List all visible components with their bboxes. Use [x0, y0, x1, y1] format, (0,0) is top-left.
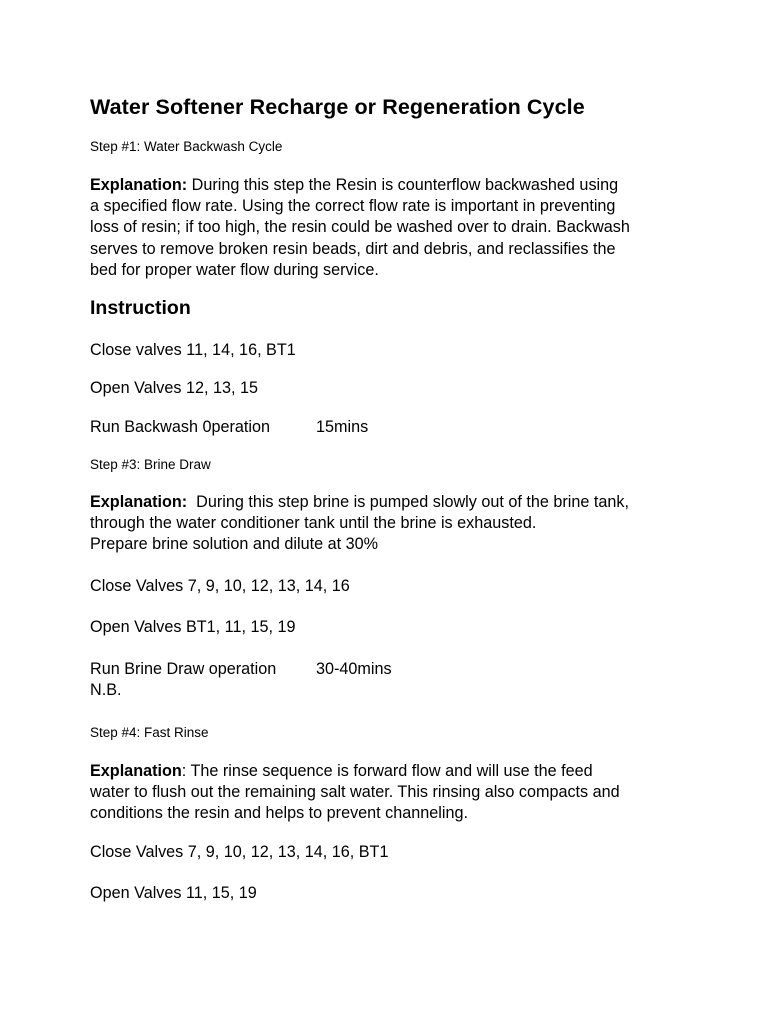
step3-run-operation: Run Brine Draw operation: [90, 660, 277, 678]
step3-note: N.B.: [90, 681, 122, 699]
step3-close-valves: Close Valves 7, 9, 10, 12, 13, 14, 16: [90, 577, 350, 595]
step3-explanation: [90, 492, 690, 556]
step1-close-valves: Close valves 11, 14, 16, BT1: [90, 341, 296, 359]
step1-explanation: [90, 175, 690, 281]
step1-explanation-line: a specified flow rate. Using the correct flow rate is important in preventing: [90, 197, 616, 216]
step3-explanation-line: through the water conditioner tank until the brine is exhausted.: [90, 514, 537, 533]
step3-explanation-label: Explanation:: [90, 493, 188, 511]
step1-explanation-label: Explanation:: [90, 176, 188, 194]
step4-explanation-line: conditions the resin and helps to prevent channeling.: [90, 804, 468, 823]
step1-run-duration: 15mins: [316, 418, 369, 436]
step3-explanation-line: Prepare brine solution and dilute at 30%: [90, 535, 378, 554]
step1-open-valves: Open Valves 12, 13, 15: [90, 379, 258, 397]
step4-label: Step #4: Fast Rinse: [90, 725, 209, 740]
step3-explanation-line: During this step brine is pumped slowly out of the brine tank,: [196, 493, 629, 511]
step1-label: Step #1: Water Backwash Cycle: [90, 139, 283, 154]
document-title: Water Softener Recharge or Regeneration Cycle: [90, 95, 585, 119]
step4-open-valves: Open Valves 11, 15, 19: [90, 884, 257, 902]
step4-explanation-label: Explanation: [90, 762, 182, 780]
step3-run-duration: 30-40mins: [316, 660, 392, 678]
step1-explanation-line: bed for proper water flow during service.: [90, 260, 379, 279]
step1-explanation-line: During this step the Resin is counterflow backwashed using: [191, 176, 619, 194]
step4-explanation-line: : The rinse sequence is forward flow and will use the feed: [181, 762, 593, 780]
step3-open-valves: Open Valves BT1, 11, 15, 19: [90, 618, 296, 636]
step4-explanation-line: water to flush out the remaining salt water. This rinsing also compacts and: [90, 783, 620, 802]
step1-explanation-line: loss of resin; if too high, the resin could be washed over to drain. Backwash: [90, 218, 630, 237]
step3-label: Step #3: Brine Draw: [90, 457, 211, 472]
step1-run-operation: Run Backwash 0peration: [90, 418, 270, 436]
step4-close-valves: Close Valves 7, 9, 10, 12, 13, 14, 16, BT1: [90, 843, 389, 861]
instruction-heading: Instruction: [90, 297, 191, 319]
step1-explanation-line: serves to remove broken resin beads, dirt and debris, and reclassifies the: [90, 239, 616, 258]
step4-explanation: [90, 761, 690, 825]
